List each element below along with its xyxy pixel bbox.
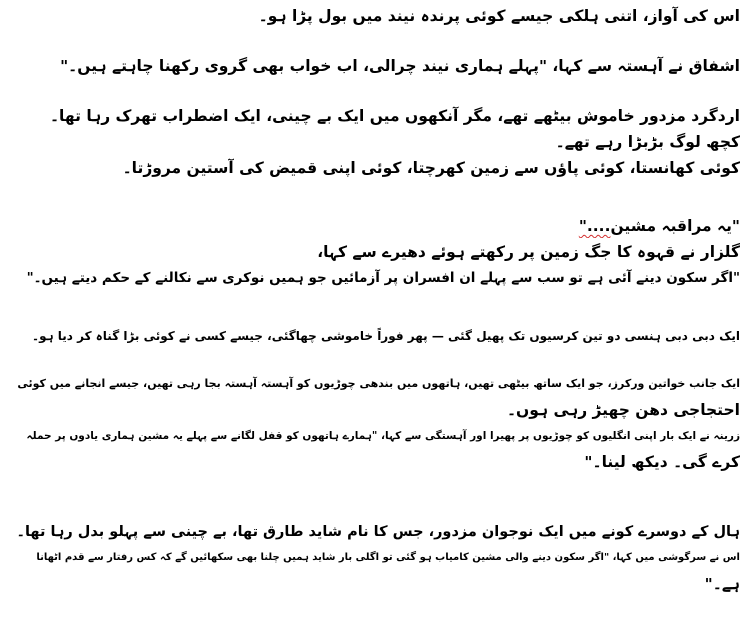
text-line: ایک دبی دبی ہنسی دو تین کرسیوں تک پھیل گئی — پھر فوراً خاموشی چھاگئی، جیسے کسی نے کوئی بڑا گناہ کر دیا ہو۔ bbox=[32, 329, 740, 343]
spellcheck-underline: ...." bbox=[578, 217, 611, 235]
text-line: اشفاق نے آہستہ سے کہا، "پہلے ہماری نیند چرالی، اب خواب بھی گروی رکھنا چاہتے ہیں۔" bbox=[60, 57, 740, 75]
text-line: زرینہ نے ایک بار اپنی انگلیوں کو چوڑیوں پر پھیرا اور آہستگی سے کہا، "ہمارے ہاتھوں کو قفل لگانے سے پہلے یہ مشین ہماری یادوں پر حملہ bbox=[26, 430, 740, 442]
text-line bbox=[12, 214, 740, 238]
text-line: اردگرد مزدور خاموش بیٹھے تھے، مگر آنکھوں میں ایک بے چینی، ایک اضطراب تھرک رہا تھا۔ bbox=[49, 107, 740, 125]
text-line: کرے گی۔ دیکھ لینا۔" bbox=[584, 453, 740, 471]
text-line: ہال کے دوسرے کونے میں ایک نوجوان مزدور، جس کا نام شاید طارق تھا، بے چینی سے پہلو بدل رہا تھا۔ bbox=[16, 524, 740, 540]
text-line: کچھ لوگ بڑبڑا رہے تھے۔ bbox=[555, 133, 740, 151]
text-line: گلزار نے قہوہ کا جگ زمین پر رکھتے ہوئے دھیرے سے کہا، bbox=[317, 243, 740, 261]
text-line: احتجاجی دھن چھیڑ رہی ہوں۔ bbox=[506, 401, 740, 419]
quote-open-text: "یہ مراقبہ مشین bbox=[610, 217, 740, 235]
text-line: اس کی آواز، اتنی ہلکی جیسے کوئی پرندہ نیند میں بول پڑا ہو۔ bbox=[258, 7, 740, 25]
text-line: ایک جانب خواتین ورکرز، جو ایک ساتھ بیٹھی تھیں، ہاتھوں میں بندھی چوڑیوں کو آہستہ آہستہ بجا رہی تھیں، جیسے انجانے میں کوئی bbox=[17, 377, 740, 390]
text-line: اس نے سرگوشی میں کہا، "اگر سکون دینے والی مشین کامیاب ہو گئی تو اگلی بار شاید ہمیں چلنا بھی سکھائیں گے کہ کس رفتار سے قدم اٹھانا bbox=[36, 552, 740, 563]
text-line: ہے۔" bbox=[704, 575, 740, 593]
text-line: "اگر سکون دینے آئی ہے تو سب سے پہلے ان افسران پر آزمائیں جو ہمیں نوکری سے نکالنے کے حکم دیتے ہیں۔" bbox=[26, 270, 740, 286]
text-line: کوئی کھانستا، کوئی پاؤں سے زمین کھرچتا، کوئی اپنی قمیض کی آستین مروڑتا۔ bbox=[122, 159, 740, 177]
